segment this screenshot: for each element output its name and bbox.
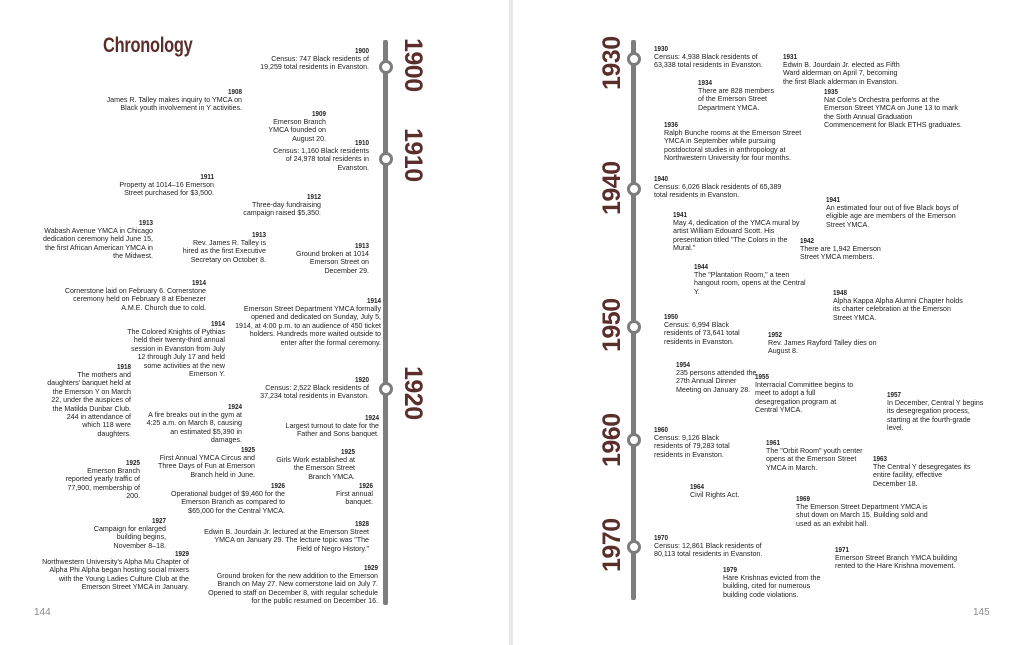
event-text: Alpha Kappa Alpha Alumni Chapter holds its charter celebration at the Emerson Street YMCA. [833,297,963,322]
timeline-event [114,172,214,198]
event-text: Census: 9,126 Black residents of 79,283 total residents in Evanston. [654,434,730,459]
event-text: The Colored Knights of Pythias held their twenty-third annual session in Evanston from July 12 through July 17 and held some activities at the new Emerson Y. [127,328,225,379]
event-year: 1942 [800,236,814,245]
timeline-marker-1910 [379,152,393,166]
event-text: Hare Krishnas evicted from the building, cited for numerous building code violations. [723,574,821,599]
timeline-event [800,236,900,262]
event-year: 1926 [359,481,373,490]
event-text: May 4, dedication of the YMCA mural by artist William Edouard Scott. His presentation titled "The Colors in the Mural." [673,219,800,253]
event-text: Emerson Branch YMCA founded on August 20. [268,118,326,143]
timeline-event [254,46,369,72]
timeline-marker-1930 [627,52,641,66]
event-year: 1909 [312,109,326,118]
event-text: Girls Work established at the Emerson Street Branch YMCA. [276,456,355,481]
event-year: 1964 [690,482,704,491]
event-year: 1979 [723,565,737,574]
event-year: 1969 [796,494,810,503]
event-text: Ground broken for the new addition to the Emerson Branch on May 27. New cornerstone laid on July 7. Opened to staff on December 8, with regular schedule for the public resumed on December 16. [208,572,378,606]
event-year: 1914 [192,278,206,287]
event-year: 1971 [835,545,849,554]
timeline-marker-1960 [627,433,641,447]
decade-label-1910: 1910 [399,128,427,182]
timeline-marker-1920 [379,382,393,396]
decade-label-1950: 1950 [598,298,626,352]
event-year: 1936 [664,120,678,129]
timeline-event [673,210,801,253]
timeline-event [887,390,987,433]
event-year: 1926 [271,481,285,490]
event-year: 1929 [364,563,378,572]
event-year: 1934 [698,78,712,87]
event-year: 1948 [833,288,847,297]
event-year: 1954 [676,360,690,369]
event-text: Emerson Street Branch YMCA building rented to the Hare Krishna movement. [835,554,958,571]
event-text: Interracial Committee begins to meet to adopt a full desegregation program at Central YMCA. [755,381,854,415]
timeline-event [676,360,761,394]
timeline-event [755,372,860,415]
event-year: 1928 [355,519,369,528]
event-year: 1957 [887,390,901,399]
timeline-event [766,438,864,472]
event-text: Census: 6,026 Black residents of 65,389 total residents in Evanston. [654,183,782,200]
event-year: 1931 [783,52,797,61]
timeline-event [768,330,896,356]
event-text: Edwin B. Jourdain Jr. lectured at the Emerson Street YMCA on January 29. The lecture topic was "The Field of Negro History." [204,528,369,553]
timeline-event [654,44,774,70]
timeline-event [873,454,973,488]
event-year: 1914 [211,319,225,328]
event-year: 1929 [175,549,189,558]
event-year: 1911 [200,172,214,181]
event-text: An estimated four out of five Black boys of eligible age are members of the Emerson Street YMCA. [826,204,959,229]
event-year: 1925 [341,447,355,456]
timeline-event [690,482,770,499]
event-text: Census: 2,522 Black residents of 37,234 total residents in Evanston. [260,384,369,401]
timeline-marker-1900 [379,60,393,74]
event-year: 1925 [241,445,255,454]
event-year: 1940 [654,174,668,183]
event-text: In December, Central Y begins its desegregation process, starting at the fourth-grade level. [887,399,984,433]
event-year: 1900 [355,46,369,55]
timeline-event [233,296,381,347]
event-text: Emerson Branch reported yearly traffic of 77,900, membership of 200. [65,467,140,501]
page-number: 145 [973,607,990,618]
event-year: 1913 [355,241,369,250]
timeline-event [826,195,971,229]
event-text: 235 persons attended the 27th Annual Dinner Meeting on January 28. [676,369,757,394]
event-year: 1918 [117,362,131,371]
timeline-event [279,413,379,439]
event-year: 1924 [365,413,379,422]
timeline-event [833,288,963,322]
event-text: The Central Y desegregates its entire facility, effective December 18. [873,463,971,488]
timeline-event [56,278,206,312]
event-year: 1924 [228,402,242,411]
timeline-event [654,425,749,459]
event-year: 1944 [694,262,708,271]
event-year: 1930 [654,44,668,53]
timeline-event [231,192,321,218]
event-text: James R. Talley makes inquiry to YMCA on Black youth involvement in Y activities. [106,96,242,113]
event-text: Emerson Street Department YMCA formally opened and dedicated on Sunday, July 5, 1914, at 4:00 p.m. to an audience of 450 ticket holders. Hundreds more waited outside to enter after the formal ceremony. [235,305,381,347]
event-year: 1925 [126,458,140,467]
timeline-event [328,481,373,507]
timeline-event [145,445,255,479]
event-text: Wabash Avenue YMCA in Chicago dedication ceremony held June 15, the first African American YMCA in the Midwest. [42,227,153,261]
event-text: The "Plantation Room," a teen hangout room, opens at the Central Y. [694,271,806,296]
event-text: Edwin B. Jourdain Jr. elected as Fifth Ward alderman on April 7, becoming the first Black alderman in Evanston. [783,61,900,86]
timeline-event [199,519,369,553]
timeline-event [783,52,908,86]
event-text: Cornerstone laid on February 6. Cornerstone ceremony held on February 8 at Ebenezer A.M.E. Church due to cold. [64,287,206,312]
left-page [0,0,509,645]
event-text: Census: 4,938 Black residents of 63,338 total residents in Evanston. [654,53,763,70]
right-page [513,0,1024,645]
event-year: 1950 [664,312,678,321]
event-text: Rev. James Rayford Talley dies on August 8. [768,339,877,356]
event-year: 1960 [654,425,668,434]
timeline-event [102,87,242,113]
event-text: Northwestern University's Alpha Mu Chapter of Alpha Phi Alpha began hosting social mixers with the Young Ladies Culture Club at the Emerson Street YMCA in January. [42,558,189,592]
event-text: There are 828 members of the Emerson Street Department YMCA. [698,87,775,112]
decade-label-1920: 1920 [399,366,427,420]
timeline-event [86,516,166,550]
timeline-event [796,494,936,528]
timeline-event [723,565,833,599]
timeline-axis [383,40,388,605]
event-text: Operational budget of $9,460 for the Emerson Branch as compared to $65,000 for the Central YMCA. [171,490,285,515]
event-year: 1941 [826,195,840,204]
event-year: 1963 [873,454,887,463]
event-text: Largest turnout to date for the Father and Sons banquet. [285,422,379,439]
timeline-event [269,138,369,172]
event-text: Three-day fundraising campaign raised $5,350. [243,201,321,218]
timeline-event [279,241,369,275]
event-year: 1913 [139,218,153,227]
event-year: 1952 [768,330,782,339]
event-text: Nat Cole's Orchestra performs at the Emerson Street YMCA on June 13 to mark the Sixth Annual Graduation Commencement for Black ETHS graduates. [824,96,962,130]
timeline-event [654,174,784,200]
event-text: Census: 6,994 Black residents of 73,641 total residents in Evanston. [664,321,740,346]
event-text: Census: 12,861 Black residents of 80,113 total residents in Evanston. [654,542,763,559]
timeline-event [200,563,378,606]
timeline-event [824,87,964,130]
timeline-marker-1940 [627,182,641,196]
event-text: First annual banquet. [335,490,373,507]
event-year: 1914 [367,296,381,305]
event-year: 1927 [152,516,166,525]
timeline-marker-1970 [627,540,641,554]
timeline-event [698,78,780,112]
timeline-event [664,312,749,346]
timeline-marker-1950 [627,320,641,334]
timeline-event [167,481,285,515]
event-year: 1912 [307,192,321,201]
decade-label-1970: 1970 [598,518,626,572]
event-year: 1913 [252,230,266,239]
event-year: 1970 [654,533,668,542]
timeline-event [41,218,153,261]
page-number: 144 [34,607,51,618]
event-text: Census: 747 Black residents of 19,259 total residents in Evanston. [260,55,369,72]
timeline-event [47,362,131,438]
timeline-event [142,402,242,445]
event-text: First Annual YMCA Circus and Three Days of Fun at Emerson Branch held in June. [158,454,255,479]
event-text: Ground broken at 1014 Emerson Street on December 29. [296,250,369,275]
event-text: Campaign for enlarged building begins, November 8–18. [93,525,166,550]
event-text: There are 1,942 Emerson Street YMCA members. [800,245,881,262]
event-year: 1910 [355,138,369,147]
timeline-event [62,458,140,501]
timeline-event [275,447,355,481]
event-text: Civil Rights Act. [690,491,740,499]
timeline-event [39,549,189,592]
event-year: 1920 [355,375,369,384]
timeline-event [125,319,225,378]
timeline-event [835,545,973,571]
page-title: Chronology [103,34,193,57]
event-year: 1908 [228,87,242,96]
event-text: A fire breaks out in the gym at 4:25 a.m. on March 8, causing an estimated $5,390 in damages. [146,411,242,445]
event-text: The "Orbit Room" youth center opens at the Emerson Street YMCA in March. [766,447,863,472]
event-text: The Emerson Street Department YMCA is shut down on March 15. Building sold and used as an exhibit hall. [796,503,928,528]
decade-label-1960: 1960 [598,413,626,467]
event-text: Census: 1,160 Black residents of 24,978 total residents in Evanston. [273,147,369,172]
event-year: 1955 [755,372,769,381]
event-year: 1961 [766,438,780,447]
timeline-event [694,262,806,296]
decade-label-1930: 1930 [598,36,626,90]
timeline-event [254,375,369,401]
decade-label-1940: 1940 [598,161,626,215]
event-year: 1941 [673,210,687,219]
event-text: Ralph Bunche rooms at the Emerson Street YMCA in September while pursuing postdoctoral studies in anthropology at Northwestern University for four months. [664,129,802,163]
event-text: Property at 1014–16 Emerson Street purchased for $3,500. [119,181,214,198]
event-text: Rev. James R. Talley is hired as the first Executive Secretary on October 8. [182,239,266,264]
timeline-event [654,533,779,559]
decade-label-1900: 1900 [399,38,427,92]
event-year: 1935 [824,87,838,96]
timeline-event [180,230,266,264]
event-text: The mothers and daughters' banquet held at the Emerson Y on March 22, under the auspices of the Matilda Dunbar Club. 244 in attendance of which 118 were daughters. [47,371,131,438]
timeline-event [664,120,814,163]
